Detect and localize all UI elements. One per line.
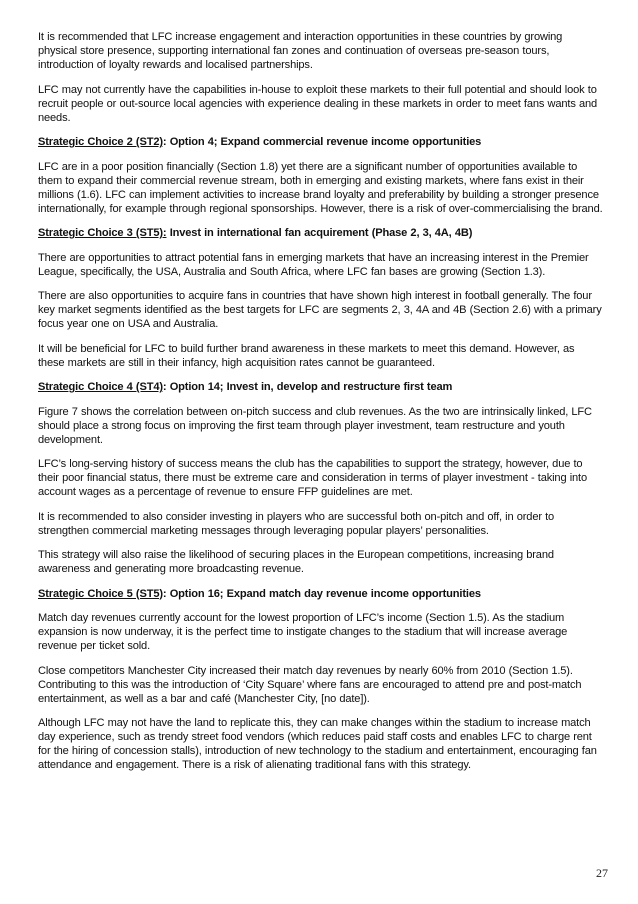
page-number: 27 [596, 866, 608, 880]
paragraph-market-segments: There are also opportunities to acquire fans in countries that have shown high interest in football generally. The four key market segments identified as the best targets for LFC are segments 2, 3, 4A and 4B (Section 2.6) with a primary focus year one on USA and Australia. [38, 290, 602, 330]
paragraph-stadium-changes: Although LFC may not have the land to replicate this, they can make changes within the stadium to increase match day experience, such as trendy street food vendors (which reduces paid staff costs and enables LFC to charge rent for the hiring of concession stalls), introduction of new technology to the stadium and entertainment, encouraging fan attendance and engagement. There is a risk of alienating traditional fans with this strategy. [38, 717, 597, 771]
paragraph-figure-7-correlation: Figure 7 shows the correlation between on-pitch success and club revenues. As the two are intrinsically linked, LFC should place a strong focus on improving the first team through player investment, team restructure and youth development. [38, 405, 592, 446]
paragraph-invest-in-players: It is recommended to also consider investing in players who are successful both on-pitch and off, in order to strengthen commercial marketing messages through leveraging popular players’ personalities. [38, 510, 555, 537]
heading-strategic-choice-5 [38, 587, 604, 601]
paragraph-loyalty-rewards: It is recommended that LFC increase engagement and interaction opportunities in these countries by growing physical store presence, supporting international fan zones and continuation of overseas pre-season tours, introduction of loyalty rewards and localised partnerships. [38, 31, 563, 71]
heading-text: : Option 4; Expand commercial revenue income opportunities [162, 136, 482, 148]
heading-label: Strategic Choice 5 (ST5) [38, 587, 163, 600]
heading-strategic-choice-2 [38, 135, 604, 149]
paragraph-history-of-success: LFC’s long-serving history of success means the club has the capabilities to support the strategy, however, due to their poor financial status, there must be extreme care and consideration in terms of player investment - taking into account wages as a percentage of revenue to ensure FFP guidelines are met. [38, 458, 587, 498]
heading-text: : Option 16; Expand match day revenue income opportunities [162, 587, 481, 600]
paragraph-emerging-markets: There are opportunities to attract potential fans in emerging markets that have an increasing interest in the Premier League, specifically, the USA, Australia and South Africa, where LFC fan bases are growing (Section 1.3). [38, 251, 589, 278]
heading-text: Invest in international fan acquirement (Phase 2, 3, 4A, 4B) [166, 227, 473, 239]
paragraph-commercial-revenue: LFC are in a poor position financially (Section 1.8) yet there are a significant number of opportunities available to them to expand their commercial revenue stream, both in emerging and existing markets, where fans exist in their millions (1.6). LFC can implement activities to increase brand loyalty and preferability by building a stronger presence internationally, for example through regional sponsorships. However, there is a risk of over-commercialising the brand. [38, 160, 603, 215]
paragraph-brand-awareness: It will be beneficial for LFC to build further brand awareness in these markets to meet this demand. However, as these markets are still in their infancy, high acquisition rates cannot be guaranteed. [38, 342, 575, 369]
heading-label: Strategic Choice 4 (ST4) [38, 381, 163, 393]
heading-strategic-choice-4 [38, 380, 604, 394]
heading-strategic-choice-3 [38, 226, 604, 240]
paragraph-match-day-revenues: Match day revenues currently account for the lowest proportion of LFC’s income (Section 1.5). As the stadium expansion is now underway, it is the perfect time to instigate changes to the stadium that will increase average revenue per ticket sold. [38, 612, 568, 652]
paragraph-manchester-city: Close competitors Manchester City increased their match day revenues by nearly 60% from 2010 (Section 1.5). Contributing to this was the introduction of ‘City Square’ where fans are encouraged to attend pre and post-match entertainment, as well as a bar and café (Manchester City, [no date]). [38, 664, 582, 705]
page-body [38, 30, 604, 783]
paragraph-recruit-agencies: LFC may not currently have the capabilities in-house to exploit these markets to their full potential and should look to recruit people or out-source local agencies with experience dealing in these markets in order to meet fans wants and needs. [38, 83, 598, 124]
paragraph-european-competitions: This strategy will also raise the likelihood of securing places in the European competitions, increasing brand awareness and generating more broadcasting revenue. [38, 549, 554, 575]
heading-label: Strategic Choice 3 (ST5): [38, 227, 167, 239]
heading-label: Strategic Choice 2 (ST2) [38, 136, 163, 148]
heading-text: : Option 14; Invest in, develop and restructure first team [162, 381, 453, 393]
